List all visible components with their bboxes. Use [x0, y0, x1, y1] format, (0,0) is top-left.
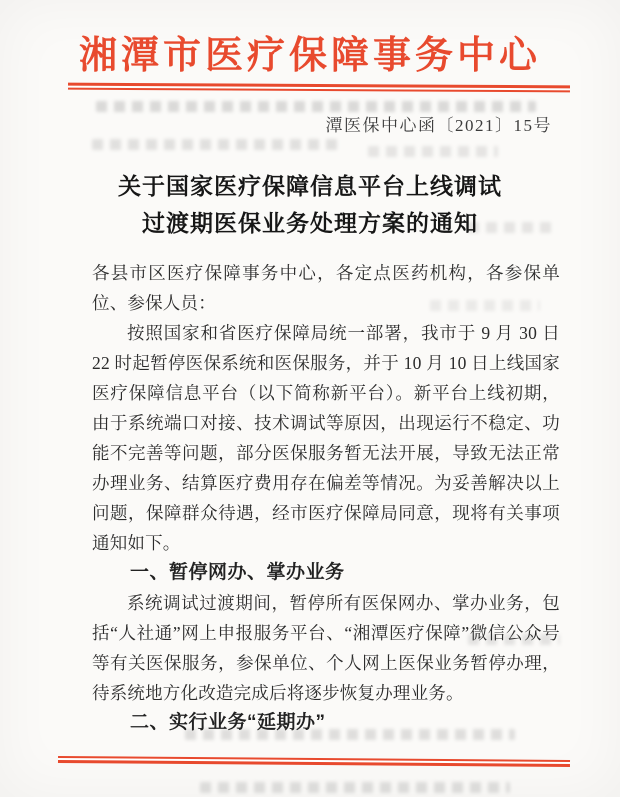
doc-reference-number: 潭医保中心函〔2021〕15号 — [325, 116, 552, 135]
bleed-through-artifact — [368, 146, 498, 157]
intro-paragraph: 按照国家和省医疗保障局统一部署，我市于 9 月 30 日 22 时起暂停医保系统和医保服务，并于 10 月 10 日上线国家医疗保障信息平台（以下简称新平台）。新平台上线初期，由于系统端口对接、技术调试等原因，出现运行不稳定、功能不完善等问题，部分医保服务暂无法开展，导致无法正常办理业务、结算医疗费用存在偏差等情况。为妥善解决以上问题，保障群众待遇，经市医疗保障局同意，现将有关事项通知如下。 — [92, 323, 560, 553]
document-title-line-2: 过渡期医保业务处理方案的通知 — [142, 211, 478, 236]
bleed-through-artifact — [92, 139, 342, 150]
document-body — [92, 258, 560, 738]
footer-divider-line — [58, 756, 570, 767]
bleed-through-artifact — [200, 782, 510, 793]
salutation-line: 各县市区医疗保障事务中心，各定点医药机构，各参保单位、参保人员： — [92, 263, 560, 313]
letterhead-org-name: 湘潭市医疗保障事务中心 — [78, 35, 541, 77]
section-1-heading: 一、暂停网办、掌办业务 — [130, 562, 345, 583]
section-1-paragraph: 系统调试过渡期间，暂停所有医保网办、掌办业务，包括“人社通”网上申报服务平台、“湘潭医疗保障”微信公众号等有关医保服务，参保单位、个人网上医保业务暂停办理，待系统地方化改造完成后将逐步恢复办理业务。 — [92, 593, 560, 703]
letterhead-divider-line — [68, 83, 570, 93]
document-title — [0, 168, 620, 242]
document-title-line-1: 关于国家医疗保障信息平台上线调试 — [118, 174, 502, 199]
section-2-heading: 二、实行业务“延期办” — [130, 712, 326, 733]
